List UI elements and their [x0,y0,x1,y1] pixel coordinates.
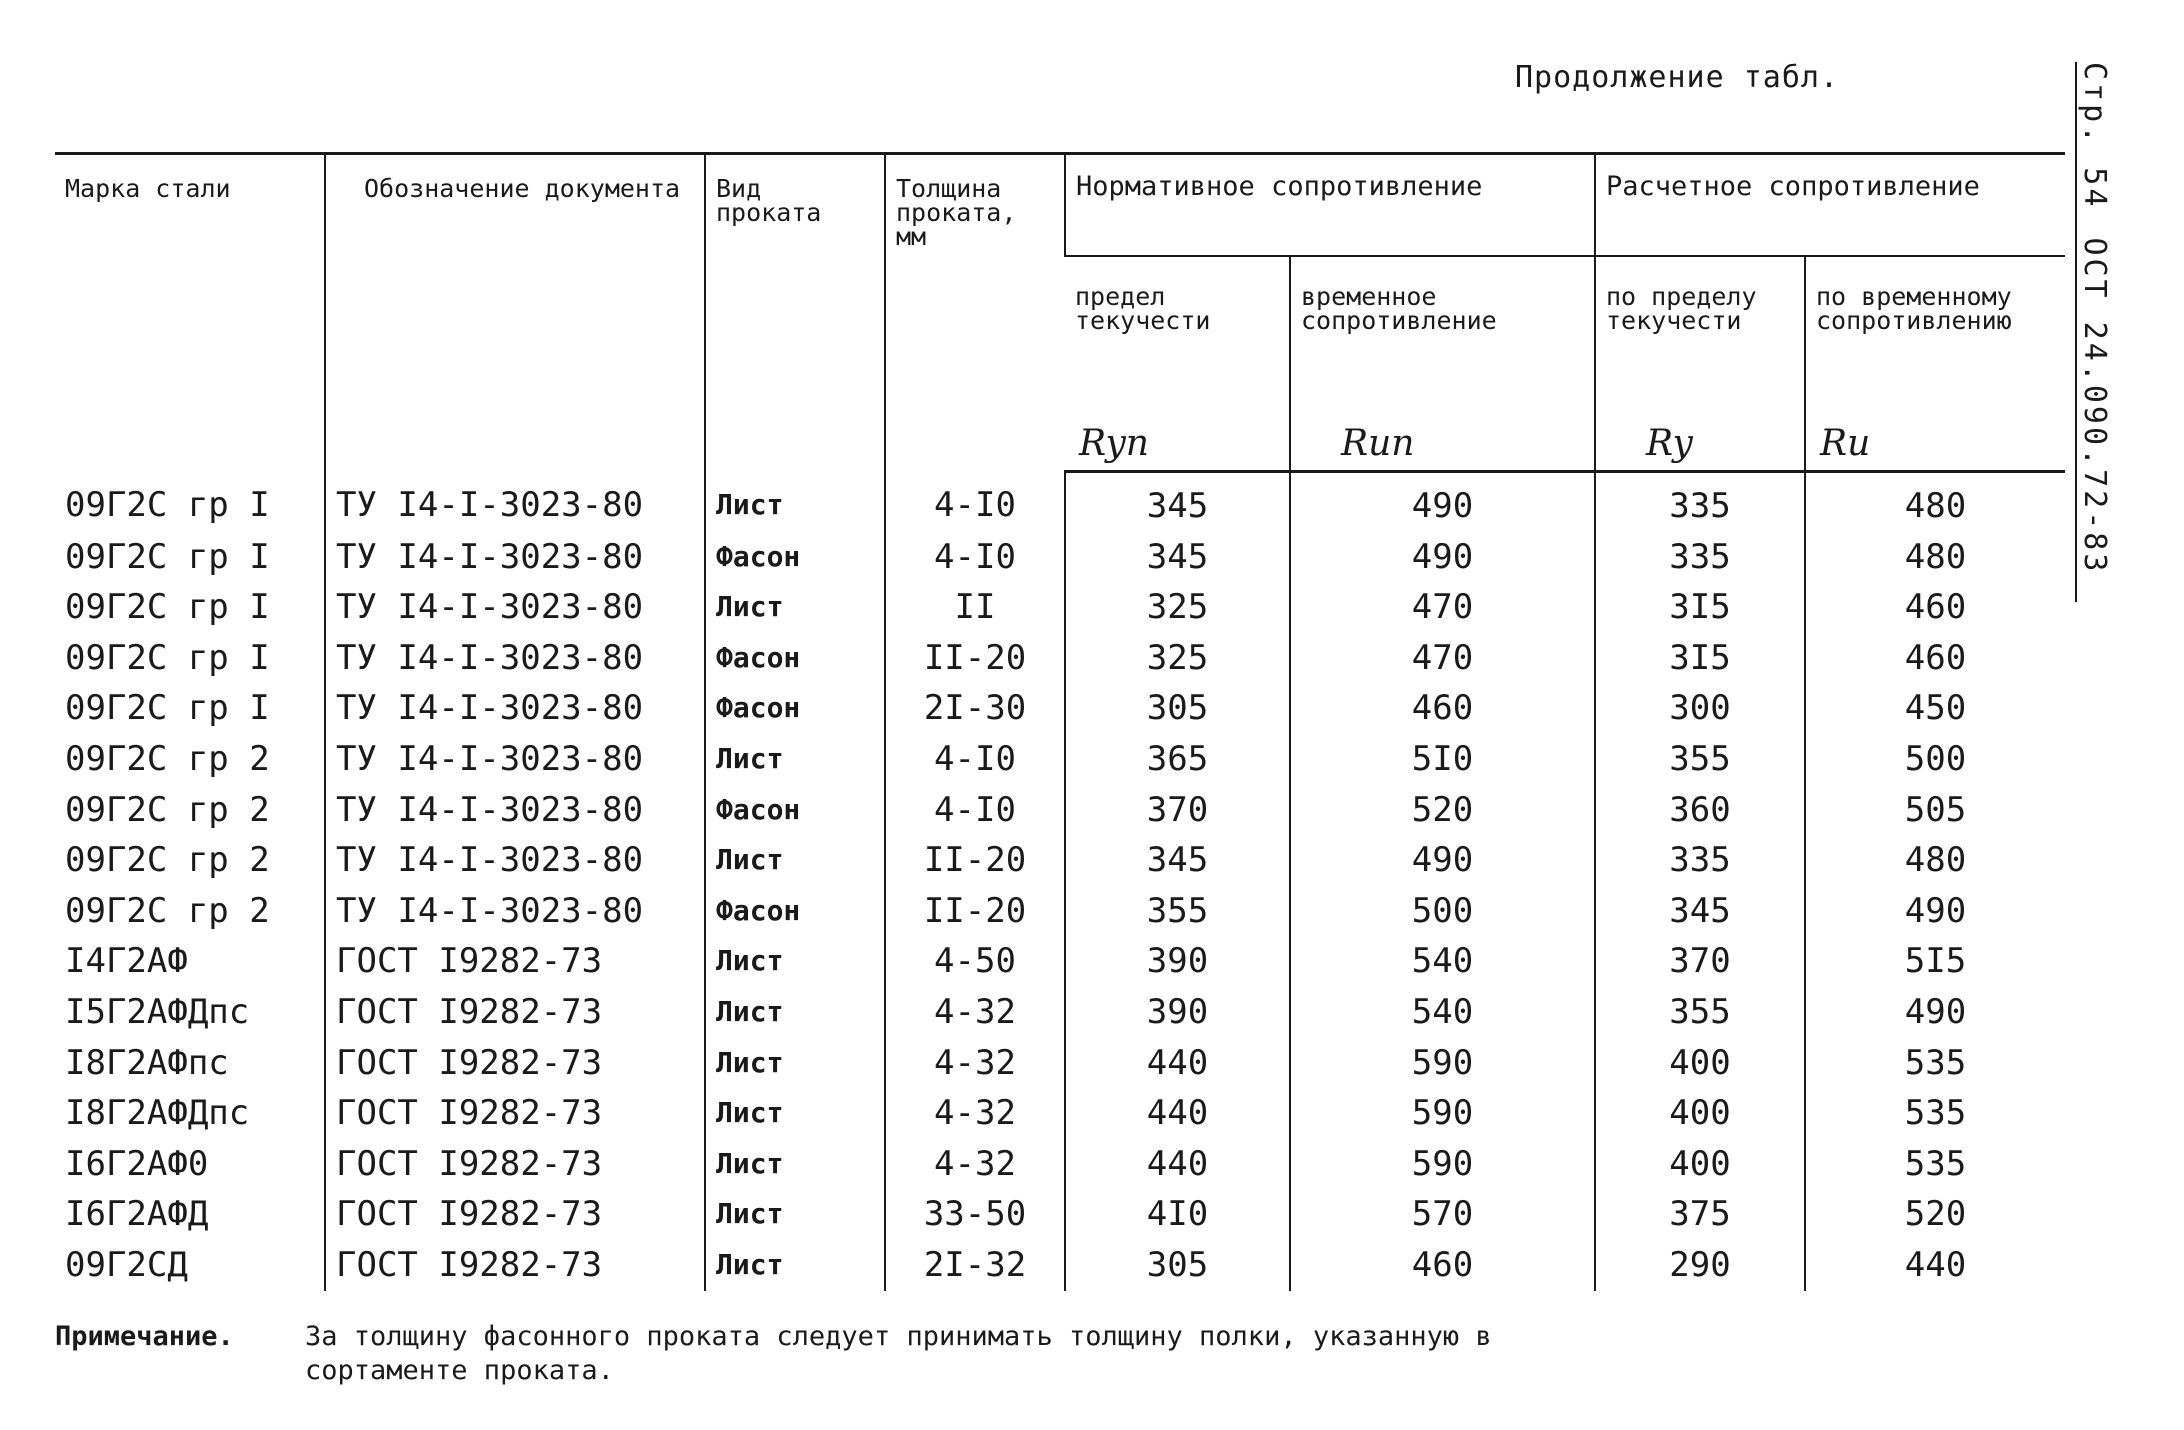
page-side-label [2075,62,2112,602]
cell-ry: 400 [1595,1088,1805,1139]
cell-document: ГОСТ I9282-73 [325,1088,705,1139]
table-row [55,785,2065,836]
header-tensile-design-text: по временному сопротивлению [1816,282,2012,335]
symbol-ru: Ru [1820,423,1871,464]
cell-document: ГОСТ I9282-73 [325,987,705,1038]
cell-ry: 335 [1595,472,1805,532]
cell-ryn: 305 [1065,1240,1290,1291]
cell-ryn: 440 [1065,1038,1290,1089]
cell-thickness: II-20 [885,886,1065,937]
cell-ry: 300 [1595,683,1805,734]
header-thickness: Толщина проката, мм [885,154,1065,472]
table-row [55,582,2065,633]
cell-run: 590 [1290,1139,1595,1190]
cell-thickness: II-20 [885,633,1065,684]
header-yield-normative-text: предел текучести [1075,282,1211,335]
cell-ru: 490 [1805,987,2065,1038]
cell-grade: 09Г2С гр I [65,536,270,577]
cell-ryn: 440 [1065,1139,1290,1190]
steel-resistance-table [55,152,2065,1291]
cell-ryn: 305 [1065,683,1290,734]
footnote-line-1: За толщину фасонного проката следует принимать толщину полки, указанную в [305,1321,1492,1352]
cell-document: ТУ I4-I-3023-80 [325,886,705,937]
table-row [55,532,2065,583]
cell-thickness: 4-32 [885,987,1065,1038]
cell-document: ТУ I4-I-3023-80 [325,532,705,583]
cell-ryn: 345 [1065,472,1290,532]
table-row [55,1189,2065,1240]
cell-ry: 3I5 [1595,633,1805,684]
cell-thickness: II [885,582,1065,633]
cell-ru: 480 [1805,835,2065,886]
cell-ry: 335 [1595,835,1805,886]
cell-ru: 480 [1805,532,2065,583]
cell-document: ТУ I4-I-3023-80 [325,472,705,532]
cell-grade: 09Г2С гр 2 [65,840,270,881]
cell-type: Лист [705,582,885,633]
symbol-ryn: Ryn [1079,423,1149,464]
header-design-group: Расчетное сопротивление [1595,154,2065,257]
cell-run: 540 [1290,936,1595,987]
cell-ry: 355 [1595,987,1805,1038]
cell-ru: 535 [1805,1139,2065,1190]
cell-ry: 335 [1595,532,1805,583]
cell-grade: I8Г2АФпс [65,1042,229,1083]
cell-thickness: 4-32 [885,1139,1065,1190]
header-yield-normative [1065,256,1290,472]
cell-ryn: 325 [1065,633,1290,684]
cell-grade: 09Г2С гр I [65,637,270,678]
table-row [55,1240,2065,1291]
cell-ru: 440 [1805,1240,2065,1291]
cell-thickness: 4-I0 [885,785,1065,836]
cell-run: 490 [1290,532,1595,583]
cell-ry: 375 [1595,1189,1805,1240]
cell-run: 460 [1290,1240,1595,1291]
header-grade: Марка стали [55,154,325,472]
cell-thickness: 4-I0 [885,532,1065,583]
cell-grade: I8Г2АФДпс [65,1093,250,1134]
cell-run: 590 [1290,1088,1595,1139]
cell-grade: I5Г2АФДпс [65,991,250,1032]
table-row [55,835,2065,886]
table-row [55,1038,2065,1089]
cell-ru: 480 [1805,472,2065,532]
table-row [55,1139,2065,1190]
cell-type: Лист [705,1038,885,1089]
footnote [55,1320,1915,1388]
cell-grade: 09Г2С гр 2 [65,789,270,830]
cell-document: ГОСТ I9282-73 [325,1038,705,1089]
table-row [55,683,2065,734]
table-row [55,987,2065,1038]
cell-type: Лист [705,1240,885,1291]
cell-thickness: 2I-32 [885,1240,1065,1291]
cell-ry: 355 [1595,734,1805,785]
footnote-line-2: сортаменте проката. [305,1355,614,1386]
cell-grade: 09Г2С гр I [65,587,270,628]
cell-ryn: 325 [1065,582,1290,633]
cell-ru: 535 [1805,1038,2065,1089]
cell-ry: 360 [1595,785,1805,836]
cell-run: 470 [1290,633,1595,684]
cell-run: 520 [1290,785,1595,836]
cell-type: Фасон [705,683,885,734]
cell-run: 540 [1290,987,1595,1038]
cell-thickness: 4-I0 [885,734,1065,785]
cell-ryn: 440 [1065,1088,1290,1139]
table-body [55,472,2065,1291]
footnote-label: Примечание. [55,1321,234,1352]
cell-type: Лист [705,1189,885,1240]
cell-grade: 09Г2С гр 2 [65,890,270,931]
cell-type: Лист [705,936,885,987]
symbol-run: Run [1341,423,1415,464]
header-tensile-design [1805,256,2065,472]
cell-thickness: 4-32 [885,1088,1065,1139]
cell-type: Лист [705,1088,885,1139]
page-number: Стр. 54 [2077,62,2112,210]
cell-run: 5I0 [1290,734,1595,785]
cell-document: ГОСТ I9282-73 [325,1240,705,1291]
cell-document: ТУ I4-I-3023-80 [325,785,705,836]
header-normative-group: Нормативное сопротивление [1065,154,1595,257]
cell-run: 490 [1290,835,1595,886]
cell-document: ТУ I4-I-3023-80 [325,734,705,785]
header-yield-design [1595,256,1805,472]
cell-grade: I6Г2АФД [65,1194,209,1235]
cell-ry: 400 [1595,1139,1805,1190]
cell-type: Фасон [705,532,885,583]
cell-type: Лист [705,835,885,886]
header-yield-design-text: по пределу текучести [1606,282,1757,335]
table-row [55,1088,2065,1139]
cell-type: Фасон [705,785,885,836]
cell-ru: 460 [1805,582,2065,633]
table-row [55,472,2065,532]
cell-grade: 09Г2С гр I [65,688,270,729]
cell-thickness: 4-I0 [885,472,1065,532]
cell-thickness: 2I-30 [885,683,1065,734]
cell-run: 490 [1290,472,1595,532]
cell-ry: 370 [1595,936,1805,987]
cell-document: ТУ I4-I-3023-80 [325,633,705,684]
cell-type: Лист [705,987,885,1038]
header-type: Вид проката [705,154,885,472]
cell-document: ТУ I4-I-3023-80 [325,835,705,886]
cell-run: 500 [1290,886,1595,937]
cell-grade: 09Г2С гр 2 [65,738,270,779]
cell-run: 460 [1290,683,1595,734]
continuation-label: Продолжение табл. [1515,60,1840,95]
header-tensile-normative-text: временное сопротивление [1301,282,1497,335]
cell-thickness: 4-50 [885,936,1065,987]
cell-ryn: 345 [1065,835,1290,886]
cell-ru: 535 [1805,1088,2065,1139]
cell-ry: 3I5 [1595,582,1805,633]
cell-ry: 400 [1595,1038,1805,1089]
cell-grade: 09Г2С гр I [65,485,270,526]
cell-type: Лист [705,734,885,785]
table-row [55,633,2065,684]
cell-ry: 290 [1595,1240,1805,1291]
cell-type: Фасон [705,633,885,684]
cell-ryn: 355 [1065,886,1290,937]
cell-type: Лист [705,1139,885,1190]
cell-type: Лист [705,472,885,532]
cell-ru: 520 [1805,1189,2065,1240]
cell-ru: 500 [1805,734,2065,785]
cell-document: ТУ I4-I-3023-80 [325,683,705,734]
cell-ryn: 390 [1065,987,1290,1038]
standard-number: ОСТ 24.090.72-83 [2077,237,2112,575]
cell-run: 570 [1290,1189,1595,1240]
cell-run: 470 [1290,582,1595,633]
table-row [55,734,2065,785]
cell-grade: 09Г2СД [65,1244,188,1285]
cell-ru: 460 [1805,633,2065,684]
cell-ryn: 345 [1065,532,1290,583]
cell-ryn: 4I0 [1065,1189,1290,1240]
header-document: Обозначение документа [325,154,705,472]
cell-ryn: 370 [1065,785,1290,836]
cell-grade: I6Г2АФ0 [65,1143,209,1184]
cell-type: Фасон [705,886,885,937]
cell-ru: 5I5 [1805,936,2065,987]
table-row [55,936,2065,987]
cell-thickness: 33-50 [885,1189,1065,1240]
cell-ru: 490 [1805,886,2065,937]
cell-document: ТУ I4-I-3023-80 [325,582,705,633]
cell-ryn: 390 [1065,936,1290,987]
cell-document: ГОСТ I9282-73 [325,1139,705,1190]
header-tensile-normative [1290,256,1595,472]
cell-thickness: 4-32 [885,1038,1065,1089]
cell-grade: I4Г2АФ [65,941,188,982]
cell-document: ГОСТ I9282-73 [325,1189,705,1240]
cell-document: ГОСТ I9282-73 [325,936,705,987]
cell-ru: 450 [1805,683,2065,734]
cell-ry: 345 [1595,886,1805,937]
symbol-ry: Ry [1646,423,1693,464]
cell-ryn: 365 [1065,734,1290,785]
cell-thickness: II-20 [885,835,1065,886]
cell-ru: 505 [1805,785,2065,836]
cell-run: 590 [1290,1038,1595,1089]
table-row [55,886,2065,937]
